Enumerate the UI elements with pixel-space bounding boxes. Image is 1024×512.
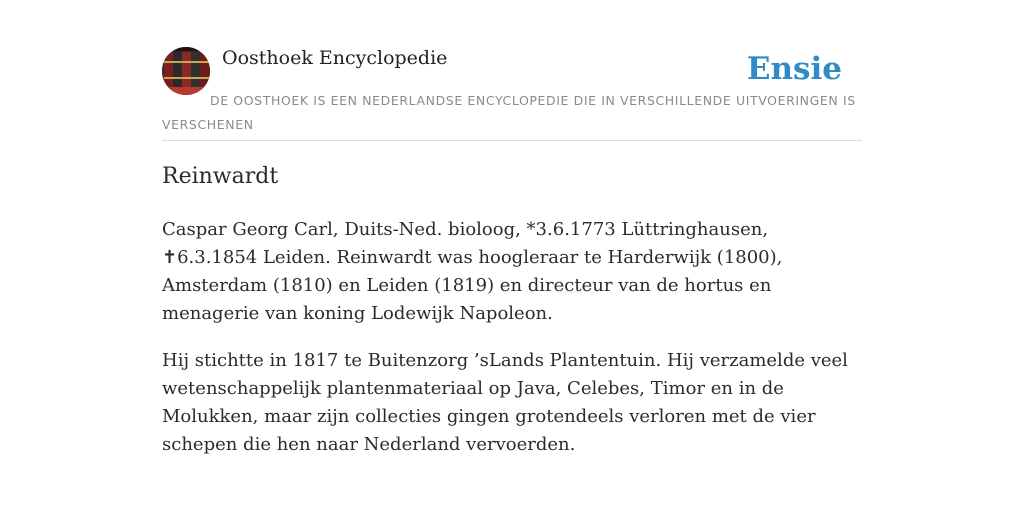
article-paragraph: Caspar Georg Carl, Duits-Ned. bioloog, *3.6.1773 Lüttringhausen, ✝6.3.1854 Leiden. Reinwardt was hoogleraar te Harderwijk (1800), Amsterdam (1810) en Leiden (1819) en directeur van de hortus en menagerie van koning Lodewijk Napoleon. [162, 219, 783, 324]
book-spines-icon[interactable] [162, 47, 210, 95]
site-header [162, 40, 862, 141]
article-paragraph: Hij stichtte in 1817 te Buitenzorg ’sLands Plantentuin. Hij verzamelde veel wetenschappelijk plantenmateriaal op Java, Celebes, Timor en in de Molukken, maar zijn collecties gingen grotendeels verloren met de vier schepen die hen naar Nederland vervoerden. [162, 350, 848, 455]
site-name[interactable]: Oosthoek Encyclopedie [222, 47, 448, 69]
article-body [162, 216, 862, 478]
article-title: Reinwardt [162, 164, 279, 189]
brand-logo[interactable]: Ensie [746, 51, 842, 87]
site-tagline: DE OOSTHOEK IS EEN NEDERLANDSE ENCYCLOPEDIE DIE IN VERSCHILLENDE UITVOERINGEN IS VERSCHENEN [162, 93, 856, 132]
